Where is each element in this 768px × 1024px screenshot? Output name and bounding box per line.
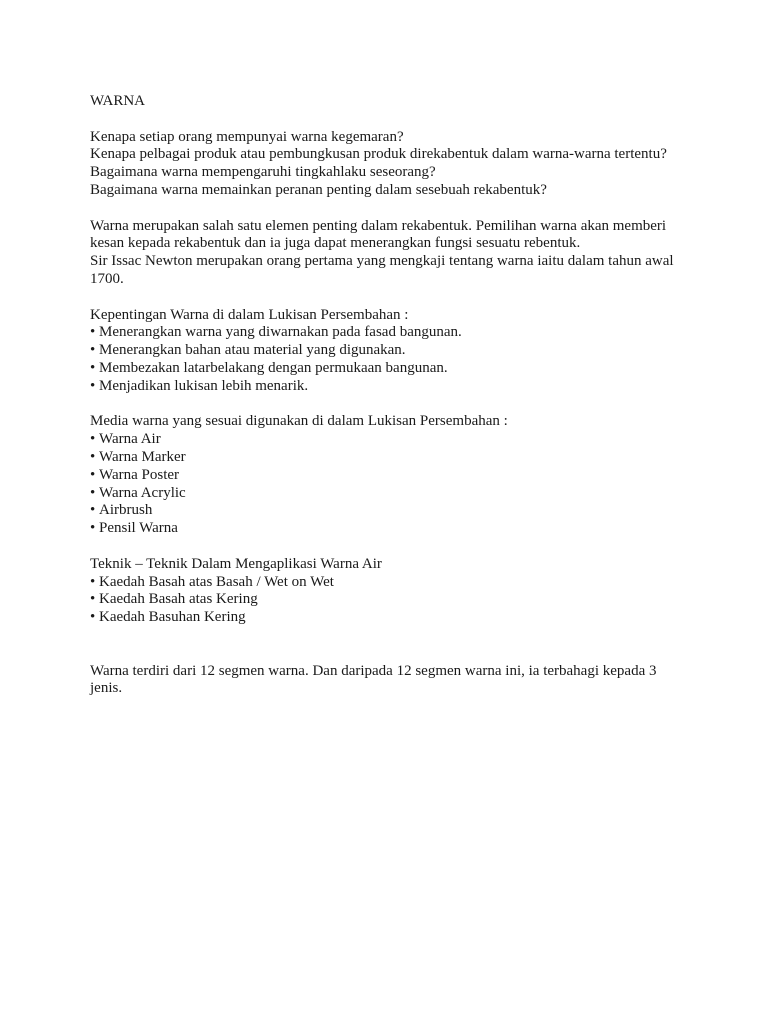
- intro-paragraph: Warna merupakan salah satu elemen penting dalam rekabentuk. Pemilihan warna akan memberi kesan kepada rekabentuk dan ia juga dapat menerangkan fungsi sesuatu rebentuk.: [90, 217, 667, 252]
- bullet-item: • Warna Marker: [90, 449, 690, 467]
- newton-paragraph: Sir Issac Newton merupakan orang pertama yang mengkaji tentang warna iaitu dalam tahun awal 1700.: [90, 253, 674, 287]
- spacer: [90, 200, 690, 218]
- spacer: [90, 396, 690, 414]
- spacer: [90, 111, 690, 129]
- media-section: [90, 413, 690, 538]
- spacer: [90, 627, 690, 663]
- bullet-item: • Warna Poster: [90, 467, 690, 485]
- document-page: [90, 93, 690, 698]
- teknik-section: [90, 556, 690, 627]
- bullet-item: • Menjadikan lukisan lebih menarik.: [90, 378, 690, 396]
- intro-block: [90, 218, 690, 289]
- spacer: [90, 289, 690, 307]
- document-title: WARNA: [90, 93, 145, 109]
- question-line: Kenapa pelbagai produk atau pembungkusan produk direkabentuk dalam warna-warna tertentu?: [90, 146, 667, 163]
- media-heading: Media warna yang sesuai digunakan di dalam Lukisan Persembahan :: [90, 413, 508, 430]
- segmen-paragraph: Warna terdiri dari 12 segmen warna. Dan daripada 12 segmen warna ini, ia terbahagi kepada 3 jenis.: [90, 662, 657, 697]
- question-line: Bagaimana warna mempengaruhi tingkahlaku seseorang?: [90, 164, 436, 181]
- bullet-item: • Kaedah Basah atas Kering: [90, 591, 690, 609]
- bullet-item: • Menerangkan warna yang diwarnakan pada fasad bangunan.: [90, 324, 690, 342]
- bullet-item: • Kaedah Basah atas Basah / Wet on Wet: [90, 574, 690, 592]
- spacer: [90, 538, 690, 556]
- bullet-item: • Membezakan latarbelakang dengan permukaan bangunan.: [90, 360, 690, 378]
- bullet-item: • Airbrush: [90, 502, 690, 520]
- kepentingan-heading: Kepentingan Warna di dalam Lukisan Persembahan :: [90, 306, 409, 323]
- bullet-item: • Warna Air: [90, 431, 690, 449]
- bullet-item: • Warna Acrylic: [90, 485, 690, 503]
- teknik-heading: Teknik – Teknik Dalam Mengaplikasi Warna Air: [90, 555, 382, 572]
- kepentingan-section: [90, 307, 690, 396]
- questions-block: [90, 129, 690, 200]
- question-line: Bagaimana warna memainkan peranan penting dalam sesebuah rekabentuk?: [90, 181, 547, 198]
- bullet-item: • Menerangkan bahan atau material yang digunakan.: [90, 342, 690, 360]
- question-line: Kenapa setiap orang mempunyai warna kegemaran?: [90, 128, 404, 145]
- bullet-item: • Pensil Warna: [90, 520, 690, 538]
- bullet-item: • Kaedah Basuhan Kering: [90, 609, 690, 627]
